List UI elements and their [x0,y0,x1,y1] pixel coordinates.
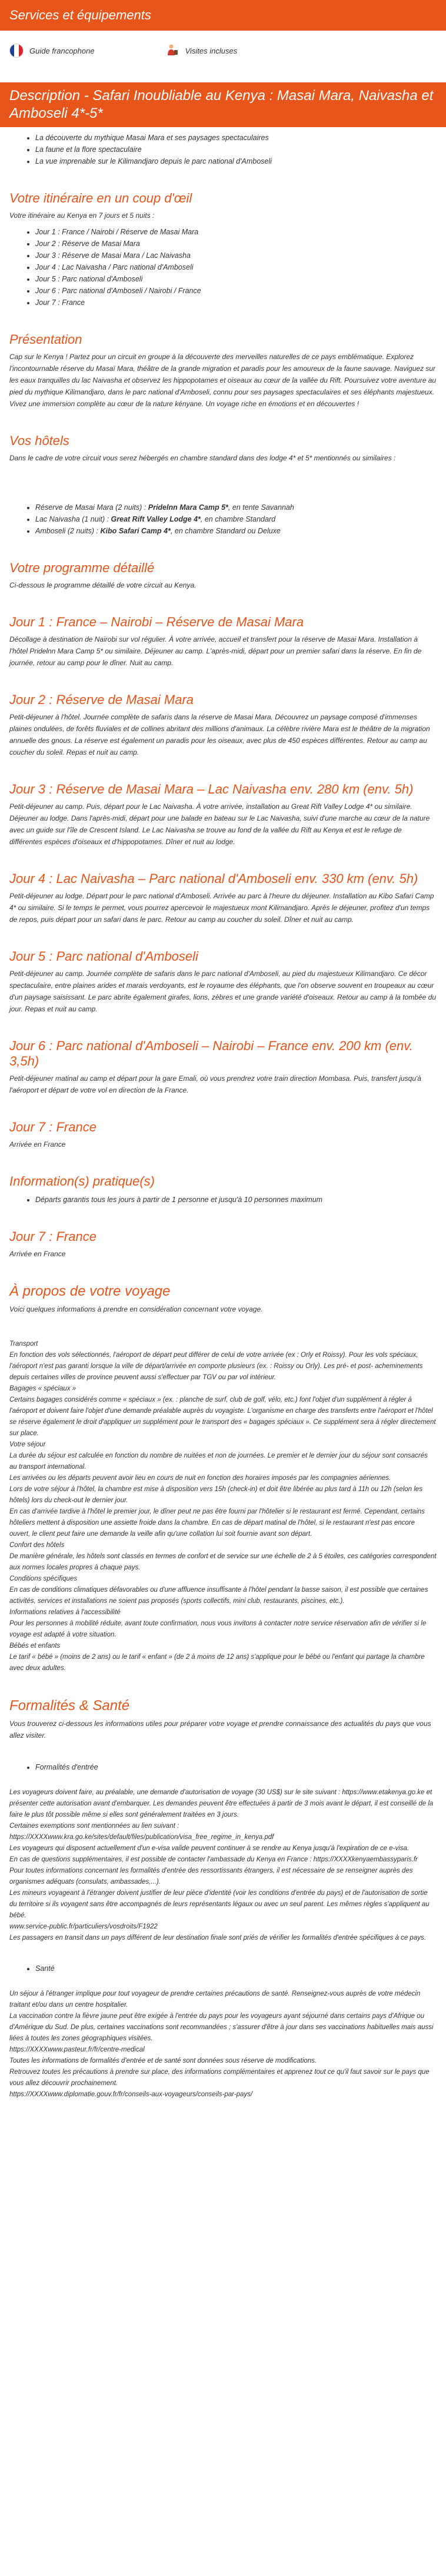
day-text: Décollage à destination de Nairobi sur vol régulier. À votre arrivée, accueil et transfert pour la réserve de Masai Mara. Installation à l'hôtel Pridelnn Mara Camp 5* ou similaire. Déjeuner au camp. L'après-midi, départ pour un premier safari dans la réserve. En fin de journée, retour au camp pour le dîner. Nuit au camp. [9,635,422,667]
day-text: Petit-déjeuner au camp. Puis, départ pour le Lac Naivasha. À votre arrivée, installation au Great Rift Valley Lodge 4* ou similaire. Déjeuner au lodge. Dans l'après-midi, départ pour une balade en bateau sur le Lac Naivasha, suivi d'une marche au cœur de la nature avec un guide sur l'île de Crescent Island. Le Lac Naivasha se trouve au fond de la vallée du Rift au Kenya et est le refuge de différentes espèces d'oiseaux et d'hippopotames. Dîner et nuit au lodge. [9,802,430,846]
day7-title: Jour 7 : France [9,1229,96,1244]
formalities-intro: Vous trouverez ci-dessous les informations utiles pour préparer votre voyage et prendre connaissance des actualités du pays que vous allez visiter. [9,1719,431,1740]
day-title: Jour 2 : Réserve de Masai Mara [9,692,194,707]
services-row [9,39,437,62]
hotel-room: , en chambre Standard [200,515,276,523]
day-text: Petit-déjeuner au camp. Journée complète de safaris dans le parc national d'Amboseli, au pied du majestueux Kilimandjaro. Ce décor spectaculaire, entre plaines arides et marais verdoyants, est le royaume des éléphants, que l'on observe souvent en troupeaux au cœur d'un paysage saisissant. Le parc abrite également girafes, lions, zèbres et une grande variété d'oiseaux. Retour au camp à la tombée du jour. Repas et nuit au camp. [9,970,437,1013]
list-item: • Jour 2 : Réserve de Masai Mara [35,238,437,250]
hotels-list [9,502,437,537]
day-title: Jour 1 : France – Nairobi – Réserve de Masai Mara [9,615,304,629]
day-title: Jour 6 : Parc national d'Amboseli – Nairobi – France env. 200 km (env. 3,5h) [9,1038,413,1068]
list-item [35,502,437,513]
day7-text: Arrivée en France [9,1250,66,1258]
formalities-bullet [9,1761,437,1773]
presentation-text: Cap sur le Kenya ! Partez pour un circuit en groupe à la découverte des merveilles naturelles de ce pays emblématique. Explorez l'incontournable réserve du Masaï Mara, théâtre de la grande migration et paradis pour les amoureux de la faune sauvage. Naviguez sur les eaux tranquilles du lac Naivasha et observez les hippopotames et oiseaux au cœur de la vallée du Rift. Poursuivez votre aventure au pied du mythique Kilimandjaro, dans le parc national d'Amboseli, connu pour ses paysages spectaculaires et ses éléphants majestueux. Vivez une immersion complète au cœur de la nature kényane. Un voyage riche en émotions et en découvertes ! [9,353,437,408]
hotel-room: , en tente Savannah [228,503,294,512]
day-title: Jour 7 : France [9,1120,96,1134]
list-item: • La faune et la flore spectaculaire [35,144,437,155]
services-title: Services et équipements [0,0,446,31]
presentation-title: Présentation [9,332,82,347]
france-flag-icon [9,44,24,58]
list-item: • Jour 4 : Lac Naivasha / Parc national d'Amboseli [35,261,437,273]
list-item: • Jour 6 : Parc national d'Amboseli / Nairobi / France [35,285,437,297]
list-item: • Formalités d'entrée [35,1761,437,1773]
day-title: Jour 5 : Parc national d'Amboseli [9,949,198,964]
hotel-name: Great Rift Valley Lodge 4* [111,515,201,523]
program-title: Votre programme détaillé [9,560,155,575]
list-item: • La découverte du mythique Masai Mara et ses paysages spectaculaires [35,132,437,144]
overview-title: Votre itinéraire en un coup d'œil [9,191,192,205]
service-visits [165,44,238,58]
hotels-title: Vos hôtels [9,433,69,448]
list-item: • Santé [35,1963,437,1974]
overview-intro: Votre itinéraire au Kenya en 7 jours et 5 nuits : [9,211,155,220]
list-item: • Jour 1 : France / Nairobi / Réserve de Masai Mara [35,226,437,238]
service-guide [9,44,95,58]
description-title: Description - Safari Inoubliable au Kenya : Masai Mara, Naivasha et Amboseli 4*-5* [0,82,446,127]
info-list [9,1194,437,1206]
highlights-list [9,132,437,167]
hotel-location: Réserve de Masai Mara (2 nuits) : [35,503,148,512]
list-item: • La vue imprenable sur le Kilimandjaro depuis le parc national d'Amboseli [35,155,437,167]
day-title: Jour 4 : Lac Naivasha – Parc national d'Amboseli env. 330 km (env. 5h) [9,871,418,886]
hotels-intro: Dans le cadre de votre circuit vous serez hébergés en chambre standard dans des lodge 4* et 5* mentionnés ou similaires : [9,454,396,462]
service-label: Guide francophone [29,46,95,55]
day-text: Petit-déjeuner matinal au camp et départ pour la gare Emali, où vous prendrez votre train direction Mombasa. Puis, transfert jusqu'à l'aéroport et départ de votre vol en direction de la France. [9,1074,421,1094]
list-item [35,513,437,525]
about-intro: Voici quelques informations à prendre en considération concernant votre voyage. [9,1305,263,1313]
about-text: Transport En fonction des vols sélectionnés, l'aéroport de départ peut différer de celui de votre arrivée (ex : Orly et Roissy). Pour les vols spéciaux, l'aéroport n'est pas garanti lorsque la ville de départ/arrivée en comporte plusieurs (ex. : Roissy ou Orly). Les pré- et post- acheminements depuis certaines villes de province peuvent aussi s'effectuer par TGV ou par vol intérieur. Bagages « spéciaux » Certains bagages considérés comme « spéciaux » (ex. : planche de surf, club de golf, vélo, etc.) font l'objet d'un supplément à régler à l'aéroport et doivent faire l'objet d'une demande préalable auprès du voyagiste. L'organisme en charge des transferts entre l'aéroport et l'hôtel se réserve également le droit d'appliquer un supplément pour le transport des « bagages spéciaux ». Ce supplément sera à régler directement sur place. Votre séjour La durée du séjour est calculée en fonction du nombre de nuitées et non de journées. Le premier et le dernier jour du séjour sont consacrés au transport international. Les arrivées ou les départs peuvent avoir lieu en cours de nuit en fonction des horaires imposés par les compagnies aériennes. Lors de votre séjour à l'hôtel, la chambre est mise à disposition vers 15h (check-in) et doit être libérée au plus tard à 11h ou 12h (selon les hôtels) lors du check-out le dernier jour. En cas d'arrivée tardive à l'hôtel le premier jour, le dîner peut ne pas être fourni par l'hôtelier si le restaurant est fermé. Cependant, certains hôteliers mettent à disposition une assiette froide dans la chambre. En cas de départ matinal de l'hôtel, si le restaurant n'est pas encore ouvert, le client peut faire une demande la veille afin qu'une collation lui soit fournie avant son départ. Confort des hôtels De manière générale, les hôtels sont classés en termes de confort et de service sur une échelle de 2 à 5 étoiles, ces catégories correspondent aux normes locales propres à chaque pays. Conditions spécifiques En cas de conditions climatiques défavorables ou d'une affluence insuffisante à l'hôtel pendant la basse saison, il est possible que certaines activités, services et installations ne soient pas proposés (sports collectifs, mini club, restaurants, piscines, etc.). Informations relatives à l'accessibilité Pour les personnes à mobilité réduite, avant toute confirmation, nous vous invitons à contacter notre service réservation afin de vérifier si le voyage est adapté à votre situation. Bébés et enfants Le tarif « bébé » (moins de 2 ans) ou le tarif « enfant » (de 2 à moins de 12 ans) s'applique pour le bébé ou l'enfant qui partage la chambre avec deux adultes. [9,1340,437,1672]
program-intro: Ci-dessous le programme détaillé de votre circuit au Kenya. [9,581,197,589]
info-title: Information(s) pratique(s) [9,1174,155,1189]
health-text: Un séjour à l'étranger implique pour tout voyageur de prendre certaines précautions de santé. Renseignez-vous auprès de votre médecin traitant et/ou dans un centre hospitalier. La vaccination contre la fièvre jaune peut être exigée à l'entrée du pays pour les voyageurs ayant séjourné dans certains pays d'Afrique ou d'Amérique du Sud. De plus, certaines vaccinations sont recommandées ; s'assurer d'être à jour dans ses vaccinations habituelles mais aussi liées à toutes les zones géographiques visitées. https://XXXXwww.pasteur.fr/fr/centre-medical Toutes les informations de formalités d'entrée et de santé sont données sous réserve de modifications. Retrouvez toutes les précautions à prendre sur place, des informations complémentaires et apprenez tout ce qu'il faut savoir sur le pays que vous allez découvrir prochainement. https://XXXXwww.diplomatie.gouv.fr/fr/conseils-aux-voyageurs/conseils-par-pays/ [9,1990,434,2098]
hotel-name: Pridelnn Mara Camp 5* [148,503,228,512]
day-text: Petit-déjeuner au lodge. Départ pour le parc national d'Amboseli. Arrivée au parc à l'heure du déjeuner. Installation au Kibo Safari Camp 4* ou similaire. Si le temps le permet, vous pourrez apercevoir le majestueux mont Kilimandjaro. Après le déjeuner, profitez d'un temps de repos, puis départ pour un safari dans le parc. Retour au camp au coucher du soleil. Dîner et nuit au camp. [9,892,434,924]
health-bullet [9,1963,437,1974]
formalities-title: Formalités & Santé [9,1698,130,1714]
service-label: Visites incluses [185,46,238,55]
day-text: Arrivée en France [9,1140,66,1148]
hotel-location: Amboseli (2 nuits) : [35,527,101,535]
about-title: À propos de votre voyage [9,1283,171,1299]
day-title: Jour 3 : Réserve de Masai Mara – Lac Naivasha env. 280 km (env. 5h) [9,782,414,796]
hotel-location: Lac Naivasha (1 nuit) : [35,515,111,523]
day-text: Petit-déjeuner à l'hôtel. Journée complète de safaris dans la réserve de Masai Mara. Découvrez un paysage composé d'immenses plaines ondulées, de forêts fluviales et de collines abritant des millions d'animaux. La célèbre rivière Mara est le théâtre de la migration annuelle des gnous. La réserve est également un paradis pour les oiseaux, avec plus de 450 espèces différentes. Retour au camp au coucher du soleil. Repas et nuit au camp. [9,713,430,756]
list-item: • Jour 7 : France [35,297,437,308]
formalities-text: Les voyageurs doivent faire, au préalable, une demande d'autorisation de voyage (30 US$) sur le site suivant : https://www.etakenya.go.ke et présenter cette autorisation avant d'embarquer. Les demandes peuvent être effectuées à partir de 3 mois avant le départ, il est conseillé de la faire le plus tôt possible même si elles sont généralement traitées en 3 jours. Certaines exemptions sont mentionnées au lien suivant : https://XXXXwww.kra.go.ke/sites/default/files/publication/visa_free_regime_in_kenya.pdf Les voyageurs qui disposent actuellement d'un e-visa valide peuvent continuer à se rendre au Kenya jusqu'à l'expiration de ce e-visa. En cas de questions supplémentaires, il est possible de contacter l'ambassade du Kenya en France : https://XXXXkenyaembassyparis.fr Pour toutes informations concernant les formalités d'entrée des ressortissants étrangers, il est nécessaire de se renseigner auprès des organismes adéquats (consulats, ambassades,...). Les mineurs voyageant à l'étranger doivent justifier de leur pièce d'identité (voir les conditions d'entrée du pays) et de l'autorisation de sortie du territoire si ils voyagent sans être accompagnés de leurs représentants légaux ou avec un seul parent. Les mêmes règles s'appliquent au bébé. www.service-public.fr/particuliers/vosdroits/F1922 Les passagers en transit dans un pays différent de leur destination finale sont priés de vérifier les formalités d'entrée spécifiques à ce pays. [9,1789,434,1941]
hotel-name: Kibo Safari Camp 4* [100,527,171,535]
hotel-room: , en chambre Standard ou Deluxe [170,527,281,535]
list-item: • Départs garantis tous les jours à partir de 1 personne et jusqu'à 10 personnes maximum [35,1194,437,1206]
list-item: • Jour 5 : Parc national d'Amboseli [35,273,437,285]
overview-days [9,226,437,308]
list-item: • Jour 3 : Réserve de Masai Mara / Lac Naivasha [35,250,437,261]
list-item [35,525,437,537]
traveler-icon [165,44,179,58]
